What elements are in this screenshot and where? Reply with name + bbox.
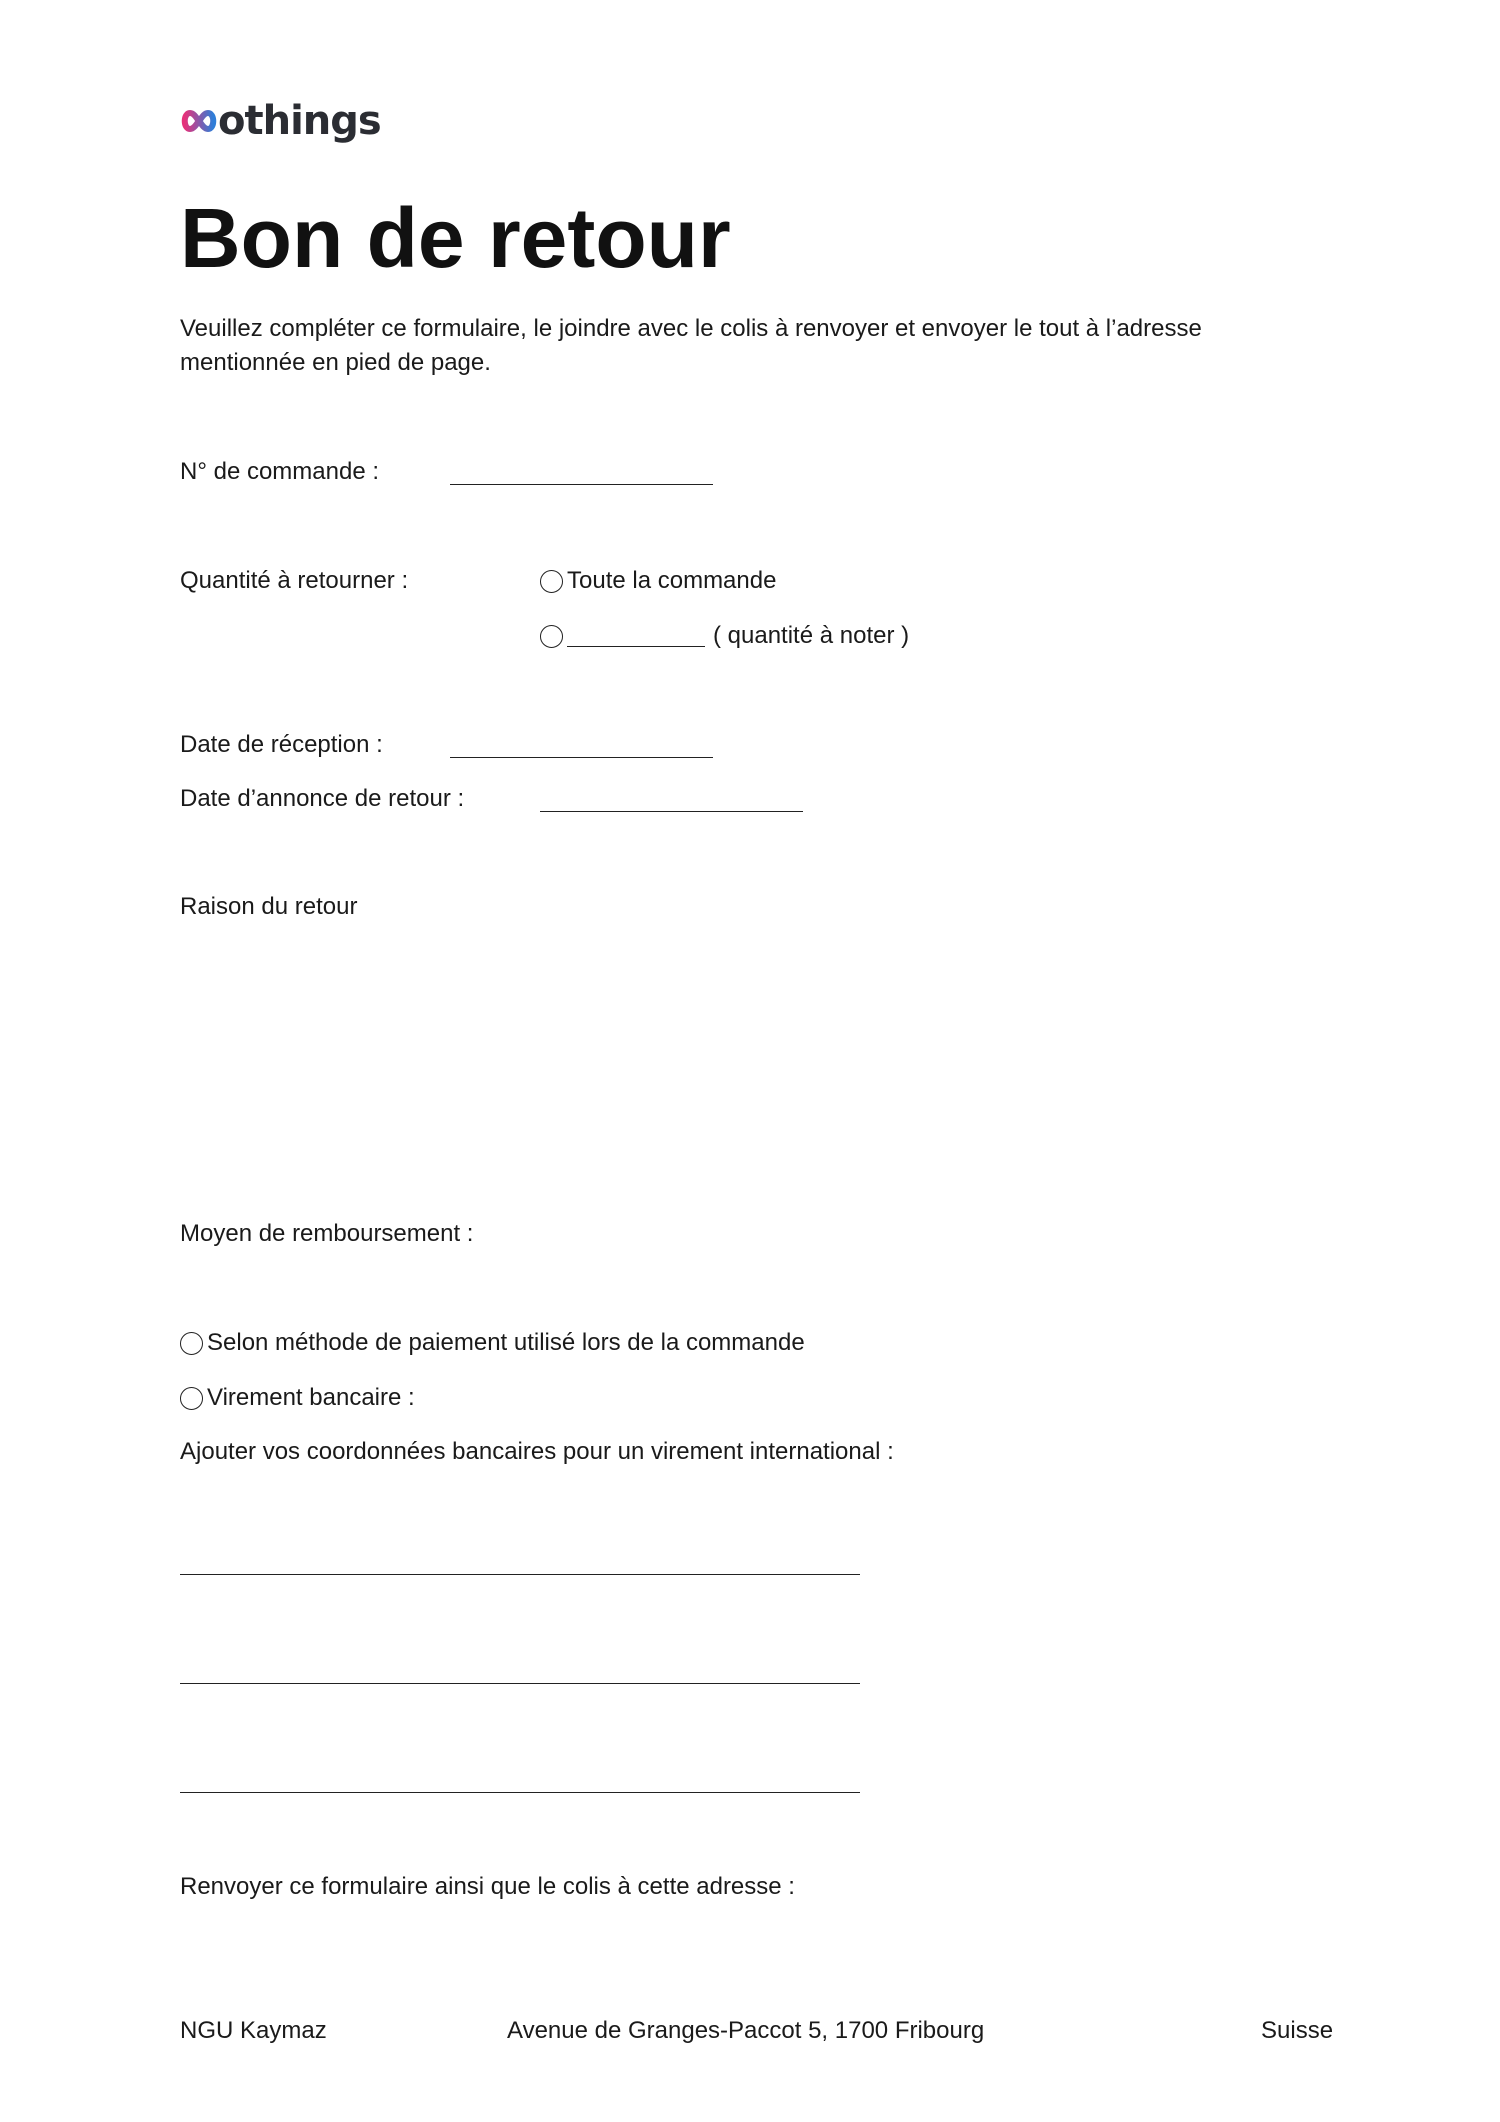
radio-refund-transfer[interactable] — [180, 1387, 203, 1410]
return-date-label: Date d’annonce de retour : — [180, 785, 465, 812]
quantity-all-option[interactable] — [540, 565, 776, 597]
logo-word: othings — [218, 98, 381, 144]
order-number-field[interactable] — [450, 484, 713, 485]
quantity-partial-note: ( quantité à noter ) — [713, 622, 910, 649]
intro-line-2: mentionnée en pied de page. — [180, 349, 491, 376]
radio-quantity-partial[interactable] — [540, 625, 563, 648]
brand-logo — [180, 96, 381, 146]
reception-date-label: Date de réception : — [180, 731, 383, 758]
reason-label: Raison du retour — [180, 893, 358, 920]
reception-date-field[interactable] — [450, 757, 713, 758]
quantity-partial-option[interactable] — [540, 620, 909, 652]
footer-country: Suisse — [1261, 2017, 1334, 2044]
radio-refund-original[interactable] — [180, 1332, 203, 1355]
footer-address: Avenue de Granges-Paccot 5, 1700 Fribourg — [507, 2017, 985, 2044]
quantity-label: Quantité à retourner : — [180, 567, 409, 594]
bank-details-line-2[interactable] — [180, 1683, 860, 1684]
bank-details-line-1[interactable] — [180, 1574, 860, 1575]
send-back-label: Renvoyer ce formulaire ainsi que le colis à cette adresse : — [180, 1873, 795, 1900]
footer-name: NGU Kaymaz — [180, 2017, 327, 2044]
intro-line-1: Veuillez compléter ce formulaire, le joindre avec le colis à renvoyer et envoyer le tout à l’adresse — [180, 315, 1202, 342]
radio-quantity-all[interactable] — [540, 570, 563, 593]
quantity-partial-field[interactable] — [567, 622, 705, 647]
page-title: Bon de retour — [180, 191, 731, 285]
refund-original-label: Selon méthode de paiement utilisé lors de la commande — [207, 1329, 805, 1356]
bank-details-line-3[interactable] — [180, 1792, 860, 1793]
refund-original-option[interactable] — [180, 1327, 805, 1359]
quantity-all-label: Toute la commande — [567, 567, 777, 594]
refund-transfer-label: Virement bancaire : — [207, 1384, 415, 1411]
order-number-label: N° de commande : — [180, 458, 380, 485]
refund-transfer-option[interactable] — [180, 1382, 415, 1414]
infinity-logo-icon — [180, 109, 218, 133]
return-date-field[interactable] — [540, 811, 803, 812]
refund-label: Moyen de remboursement : — [180, 1220, 474, 1247]
bank-details-label: Ajouter vos coordonnées bancaires pour un virement international : — [180, 1438, 894, 1465]
